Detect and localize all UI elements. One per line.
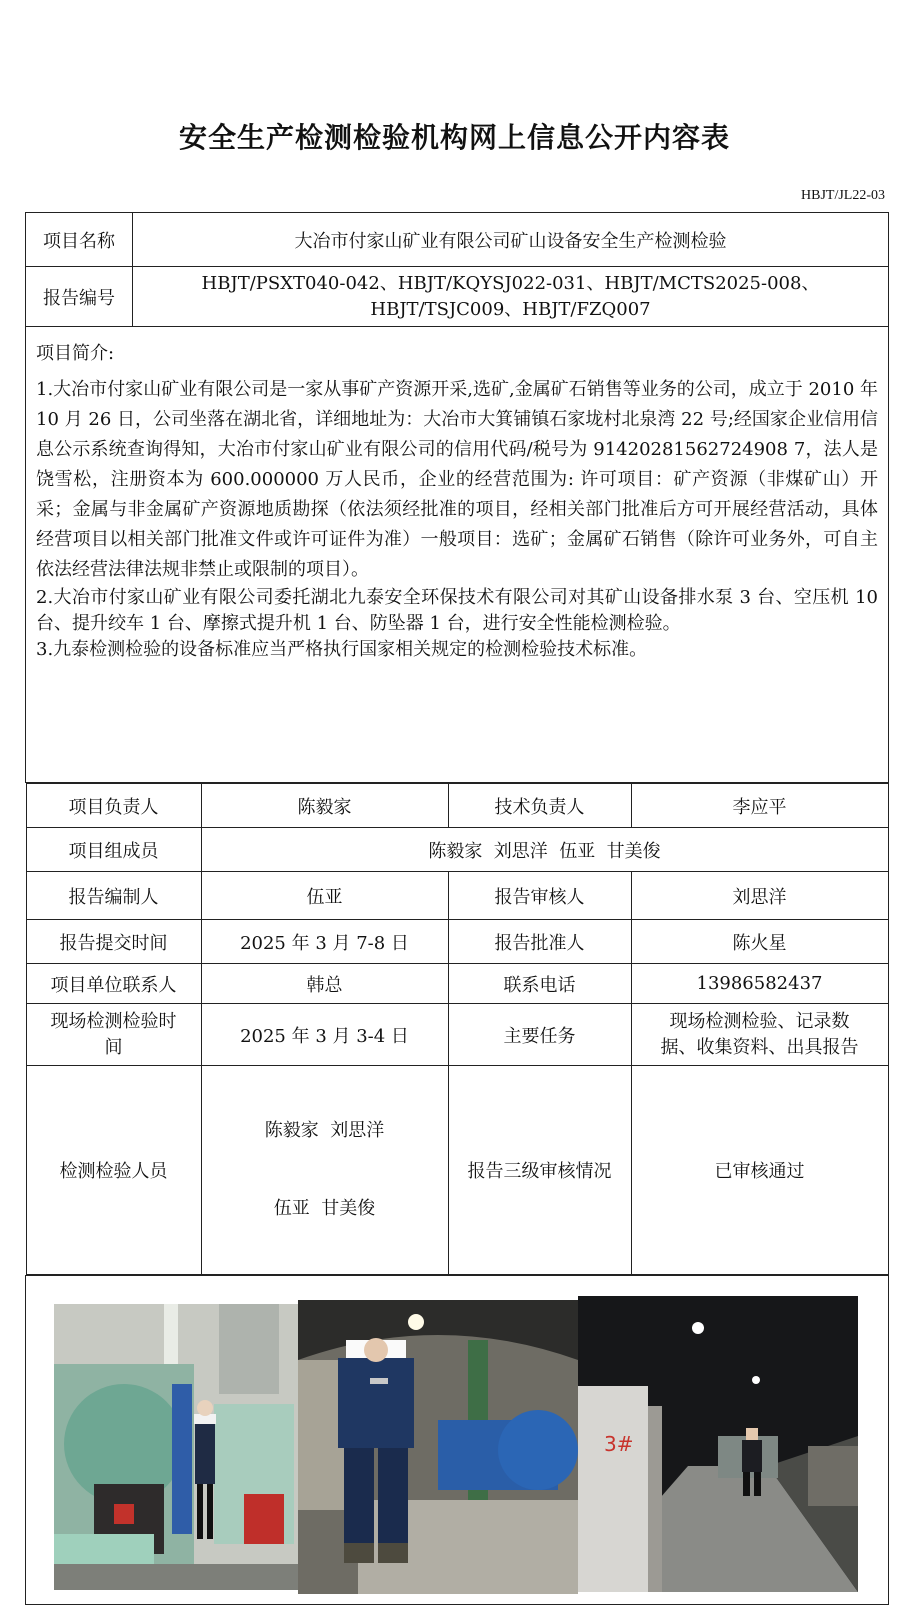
page-title: 安全生产检测检验机构网上信息公开内容表 — [178, 121, 730, 154]
details-wrapper — [26, 783, 889, 1276]
tunnel-sign-label: 3# — [604, 1432, 634, 1456]
inspectors-value — [201, 1066, 448, 1275]
approver-value: 陈火星 — [631, 920, 888, 964]
inspectors-line-1: 陈毅家 刘思洋 — [264, 1120, 385, 1141]
photo-pump-room — [54, 1304, 298, 1590]
phone-value: 13986582437 — [631, 964, 888, 1004]
intro-paragraph-2: 2.大冶市付家山矿业有限公司委托湖北九泰安全环保技术有限公司对其矿山设备排水泵 3 台、空压机 10 台、提升绞车 1 台、摩擦式提升机 1 台、防坠器 1 台，进行安全性能检测检验。 — [36, 587, 878, 634]
contact-label: 项目单位联系人 — [26, 964, 201, 1004]
photo-strip — [26, 1276, 889, 1605]
info-table — [25, 212, 889, 1605]
review-level-value: 已审核通过 — [631, 1066, 888, 1275]
onsite-time-label-line-1: 现场检测检验时 — [50, 1010, 177, 1032]
intro-paragraph-3: 3.九泰检测检验的设备标准应当严格执行国家相关规定的检测检验技术标准。 — [36, 639, 648, 660]
report-number-label: 报告编号 — [26, 267, 133, 327]
project-intro — [26, 327, 889, 783]
report-number-line-1: HBJT/PSXT040-042、HBJT/KQYSJ022-031、HBJT/MCTS2025-008、 — [201, 272, 820, 294]
onsite-time-label — [26, 1004, 201, 1066]
approver-label: 报告批准人 — [448, 920, 631, 964]
tunnel-illustration — [578, 1296, 858, 1592]
report-number-value — [133, 267, 889, 327]
submit-time-value: 2025 年 3 月 7-8 日 — [201, 920, 448, 964]
project-name-value: 大冶市付家山矿业有限公司矿山设备安全生产检测检验 — [133, 213, 889, 267]
task-value-line-2: 据、收集资料、出具报告 — [660, 1036, 859, 1058]
photo-tunnel-compressor — [578, 1296, 858, 1592]
inspectors-label: 检测检验人员 — [26, 1066, 201, 1275]
onsite-time-value: 2025 年 3 月 3-4 日 — [201, 1004, 448, 1066]
members-value: 陈毅家 刘思洋 伍亚 甘美俊 — [201, 828, 888, 872]
underground-pump-illustration — [298, 1300, 578, 1594]
details-table — [26, 783, 889, 1275]
intro-heading: 项目简介: — [36, 343, 115, 364]
phone-label: 联系电话 — [448, 964, 631, 1004]
submit-time-label: 报告提交时间 — [26, 920, 201, 964]
pump-room-illustration — [54, 1304, 298, 1590]
document-number: HBJT/JL22-03 — [801, 188, 885, 203]
inspectors-line-2: 伍亚 甘美俊 — [273, 1198, 376, 1219]
project-name-label: 项目名称 — [26, 213, 133, 267]
compiler-label: 报告编制人 — [26, 872, 201, 920]
reviewer-value: 刘思洋 — [631, 872, 888, 920]
contact-value: 韩总 — [201, 964, 448, 1004]
tech-lead-label: 技术负责人 — [448, 784, 631, 828]
leader-value: 陈毅家 — [201, 784, 448, 828]
compiler-value: 伍亚 — [201, 872, 448, 920]
onsite-time-label-line-2: 间 — [104, 1036, 123, 1058]
members-label: 项目组成员 — [26, 828, 201, 872]
photo-underground-pump — [298, 1300, 578, 1594]
task-value — [631, 1004, 888, 1066]
task-value-line-1: 现场检测检验、记录数 — [669, 1010, 850, 1032]
tech-lead-value: 李应平 — [631, 784, 888, 828]
leader-label: 项目负责人 — [26, 784, 201, 828]
reviewer-label: 报告审核人 — [448, 872, 631, 920]
report-number-line-2: HBJT/TSJC009、HBJT/FZQ007 — [370, 298, 651, 320]
review-level-label: 报告三级审核情况 — [448, 1066, 631, 1275]
task-label: 主要任务 — [448, 1004, 631, 1066]
intro-paragraph-1: 1.大冶市付家山矿业有限公司是一家从事矿产资源开采,选矿,金属矿石销售等业务的公司，成立于 2010 年 10 月 26 日，公司坐落在湖北省，详细地址为：大冶市大箕铺镇石家垅村北泉湾 22 号;经国家企业信用信息公示系统查询得知，大冶市付家山矿业有限公司的信用代码/税号为 91420281562724908 7，法人是饶雪松，注册资本为 600.000000 万人民币，企业的经营范围为: 许可项目：矿产资源（非煤矿山）开采；金属与非金属矿产资源地质勘探（依法须经批准的项目，经相关部门批准后方可开展经营活动，具体经营项目以相关部门批准文件或许可证件为准）一般项目：选矿；金属矿石销售（除许可业务外，可自主依法经营法律法规非禁止或限制的项目）。 — [36, 379, 878, 580]
